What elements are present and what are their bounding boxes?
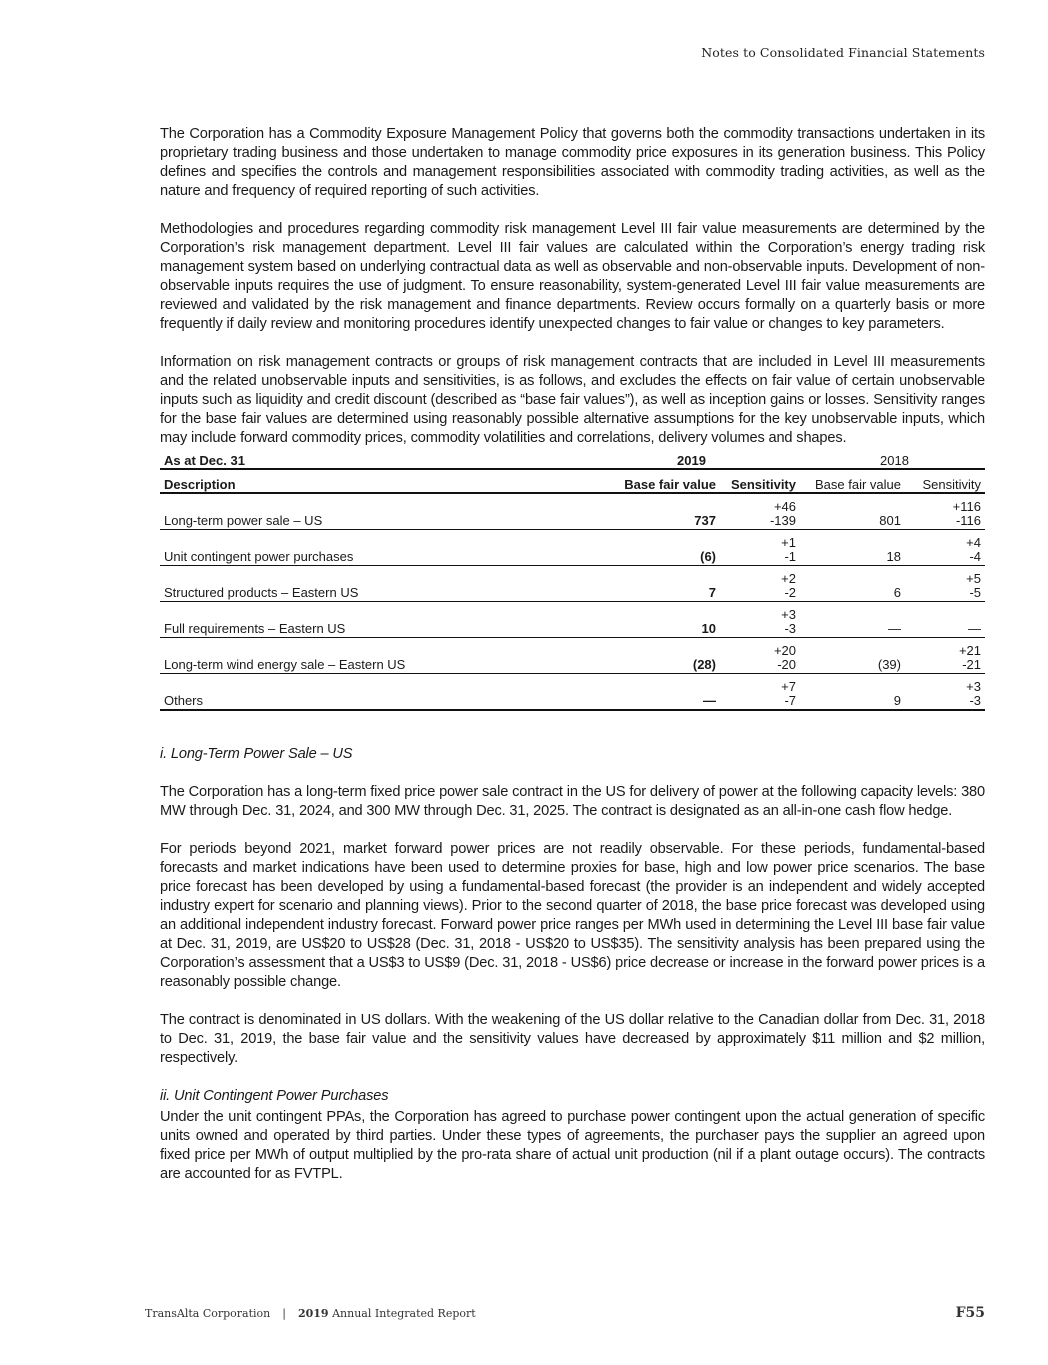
footer-year: 2019: [297, 1307, 329, 1320]
sensitivity-2018: [905, 566, 985, 602]
row-description: Unit contingent power purchases: [160, 530, 615, 566]
sensitivity-down: -1: [784, 549, 796, 564]
table-row: [160, 638, 985, 674]
sensitivity-up: +20: [773, 643, 796, 658]
footer-separator: |: [282, 1307, 286, 1320]
paragraph-currency: The contract is denominated in US dollars. With the weakening of the US dollar relative to the Canadian dollar from Dec. 31, 2018 to Dec. 31, 2019, the base fair value and the sensitivity values have decreased by approximately $11 million and $2 million, respectively.: [160, 1012, 985, 1066]
sensitivity-down: -21: [962, 657, 981, 672]
paragraph-policy: The Corporation has a Commodity Exposure Management Policy that governs both the commodity transactions undertaken in its proprietary trading business and those undertaken to manage commodity price exposures in its generation business. This Policy defines and specifies the controls and management responsibilities associated with commodity trading activities, as well as the nature and frequency of required reporting of such activities.: [160, 126, 985, 199]
footer-report-title: Annual Integrated Report: [332, 1307, 476, 1320]
year-2018-label: 2018: [800, 450, 985, 469]
as-at-label: As at Dec. 31: [160, 450, 615, 469]
sensitivity-down: -5: [969, 585, 981, 600]
column-header-description: Description: [160, 469, 615, 493]
base-fair-value-2018: 801: [800, 493, 905, 530]
paragraph-power-sale-contract: The Corporation has a long-term fixed price power sale contract in the US for delivery of power at the following capacity levels: 380 MW through Dec. 31, 2024, and 300 MW through Dec. 31, 2025. The contract is designated as an all-in-one cash flow hedge.: [160, 784, 985, 819]
sensitivity-up: +116: [952, 499, 981, 514]
level-iii-sensitivity-table: [160, 450, 985, 711]
table-column-header-row: [160, 469, 985, 493]
column-header-sensitivity-2019: Sensitivity: [720, 469, 800, 493]
sensitivity-up: +1: [781, 535, 796, 550]
sensitivity-down: —: [968, 621, 981, 636]
page-number: F55: [955, 1305, 985, 1321]
sensitivity-up: +5: [966, 571, 981, 586]
sensitivity-down: -20: [777, 657, 796, 672]
sensitivity-up: +7: [781, 679, 796, 694]
paragraph-forward-prices: For periods beyond 2021, market forward power prices are not readily observable. For these periods, fundamental-based forecasts and market indications have been used to determine proxies for base, high and low power price scenarios. The base price forecast has been developed by using a fundamental-based forecast (the provider is an independent and widely accepted industry expert for scenario and planning views). Prior to the second quarter of 2018, the base price forecast was developed using an additional independent industry forecast. Forward power price ranges per MWh used in determining the Level III base fair value at Dec. 31, 2019, are US$20 to US$28 (Dec. 31, 2018 - US$20 to US$35). The sensitivity analysis has been prepared using the Corporation’s assessment that a US$3 to US$9 (Dec. 31, 2018 - US$6) price decrease or increase in the forward power prices is a reasonably possible change.: [160, 841, 985, 990]
sensitivity-up: +46: [773, 499, 796, 514]
base-fair-value-2018: 6: [800, 566, 905, 602]
sensitivity-2019: [720, 530, 800, 566]
footer-company: TransAlta Corporation: [145, 1307, 271, 1320]
document-body: [160, 125, 985, 1203]
table-row: [160, 566, 985, 602]
page-header-section-title: Notes to Consolidated Financial Statements: [701, 45, 985, 60]
column-header-base-fair-value-2019: Base fair value: [615, 469, 720, 493]
sensitivity-down: -3: [784, 621, 796, 636]
sensitivity-2018: [905, 602, 985, 638]
sensitivity-down: -116: [955, 513, 981, 528]
base-fair-value-2019: —: [615, 674, 720, 711]
column-header-base-fair-value-2018: Base fair value: [800, 469, 905, 493]
table-row: [160, 493, 985, 530]
sensitivity-up: +3: [781, 607, 796, 622]
table-row: [160, 602, 985, 638]
sensitivity-2019: [720, 566, 800, 602]
base-fair-value-2018: 18: [800, 530, 905, 566]
sensitivity-up: +2: [781, 571, 796, 586]
sensitivity-2019: [720, 602, 800, 638]
sensitivity-up: +4: [966, 535, 981, 550]
year-2019-label: 2019: [615, 450, 800, 469]
table-year-header-row: [160, 450, 985, 469]
base-fair-value-2019: (28): [615, 638, 720, 674]
paragraph-methodologies: Methodologies and procedures regarding commodity risk management Level III fair value measurements are determined by the Corporation’s risk management department. Level III fair values are calculated within the Corporation’s energy trading risk management system based on underlying contractual data as well as observable and non-observable inputs. Development of non-observable inputs requires the use of judgment. To ensure reasonability, system-generated Level III fair value measurements are reviewed and validated by the risk management and finance departments. Review occurs formally on a quarterly basis or more frequently if daily review and monitoring procedures identify unexpected changes to fair value or changes to key parameters.: [160, 221, 985, 332]
row-description: Long-term power sale – US: [160, 493, 615, 530]
sensitivity-2018: [905, 638, 985, 674]
sensitivity-up: +21: [958, 643, 981, 658]
sensitivity-down: -4: [969, 549, 981, 564]
table-row: [160, 674, 985, 711]
sensitivity-2018: [905, 674, 985, 711]
page-footer: [145, 1307, 985, 1320]
sensitivity-2019: [720, 674, 800, 711]
base-fair-value-2018: 9: [800, 674, 905, 711]
column-header-sensitivity-2018: Sensitivity: [905, 469, 985, 493]
sensitivity-down: -2: [784, 585, 796, 600]
section-heading-unit-contingent: ii. Unit Contingent Power Purchases: [160, 1088, 389, 1104]
paragraph-information: Information on risk management contracts or groups of risk management contracts that are included in Level III measurements and the related unobservable inputs and sensitivities, is as follows, and excludes the effects on fair value of certain unobservable inputs such as liquidity and credit discount (described as “base fair values”), as well as inception gains or losses. Sensitivity ranges for the base fair values are determined using reasonably possible alternative assumptions for the key unobservable inputs, which may include forward commodity prices, commodity volatilities and correlations, delivery volumes and shapes.: [160, 354, 985, 446]
row-description: Others: [160, 674, 615, 711]
sensitivity-down: -139: [769, 513, 796, 528]
sensitivity-2019: [720, 493, 800, 530]
sensitivity-2019: [720, 638, 800, 674]
paragraph-unit-contingent: Under the unit contingent PPAs, the Corporation has agreed to purchase power contingent upon the actual generation of specific units owned and operated by third parties. Under these types of agreements, the purchaser pays the supplier an agreed upon fixed price per MWh of output multiplied by the pro-rata share of actual unit production (nil if a plant outage occurs). The contracts are accounted for as FVTPL.: [160, 1109, 985, 1182]
row-description: Full requirements – Eastern US: [160, 602, 615, 638]
sensitivity-down: -7: [784, 693, 796, 708]
table-row: [160, 530, 985, 566]
row-description: Structured products – Eastern US: [160, 566, 615, 602]
sensitivity-2018: [905, 530, 985, 566]
base-fair-value-2019: (6): [615, 530, 720, 566]
base-fair-value-2019: 10: [615, 602, 720, 638]
base-fair-value-2019: 737: [615, 493, 720, 530]
sensitivity-up: +3: [966, 679, 981, 694]
row-description: Long-term wind energy sale – Eastern US: [160, 638, 615, 674]
sensitivity-2018: [905, 493, 985, 530]
section-heading-long-term-power-sale: i. Long-Term Power Sale – US: [160, 746, 353, 762]
base-fair-value-2018: (39): [800, 638, 905, 674]
base-fair-value-2019: 7: [615, 566, 720, 602]
sensitivity-down: -3: [969, 693, 981, 708]
base-fair-value-2018: —: [800, 602, 905, 638]
